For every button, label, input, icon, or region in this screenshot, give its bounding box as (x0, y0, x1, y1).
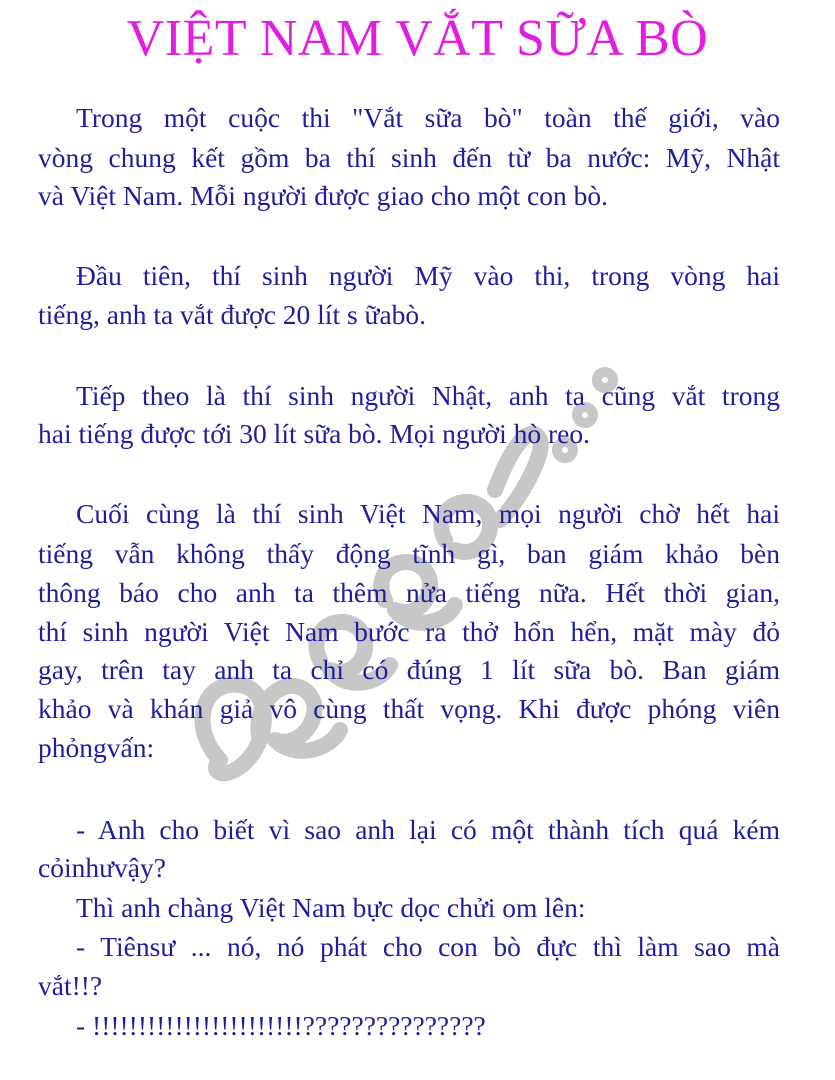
text-line: Thì anh chàng Việt Nam bực dọc chửi om lên: (76, 892, 586, 923)
text-line: phỏngvấn: (38, 732, 155, 763)
text-line: hai tiếng được tới 30 lít sữa bò. Mọi người hò reo. (38, 418, 590, 449)
text-line: tiếng, anh ta vắt được 20 lít s ữabò. (38, 299, 427, 330)
text-line: vắt!!? (38, 970, 103, 1001)
text-line: và Việt Nam. Mỗi người được giao cho một con bò. (38, 180, 608, 211)
text-line: Trong một cuộc thi "Vắt sữa bò" toàn thế giới, vào (76, 102, 780, 133)
text-line: - Anh cho biết vì sao anh lại có một thành tích quá kém (76, 814, 780, 845)
text-line: khảo và khán giả vô cùng thất vọng. Khi được phóng viên (38, 693, 780, 724)
text-line: - !!!!!!!!!!!!!!!!!!!!!!!??????????????? (76, 1010, 486, 1041)
text-line: Cuối cùng là thí sinh Việt Nam, mọi người chờ hết hai (76, 498, 780, 529)
text-line: gay, trên tay anh ta chỉ có đúng 1 lít sữa bò. Ban giám (38, 654, 780, 685)
text-line: cỏinhưvậy? (38, 852, 166, 883)
text-line: thông báo cho anh ta thêm nửa tiếng nữa. Hết thời gian, (38, 577, 780, 608)
text-line: vòng chung kết gồm ba thí sinh đến từ ba nước: Mỹ, Nhật (38, 142, 780, 173)
text-line: tiếng vẫn không thấy động tĩnh gì, ban giám khảo bèn (38, 538, 780, 569)
document-title: VIỆT NAM VẮT SỮA BÒ (126, 10, 709, 67)
text-line: thí sinh người Việt Nam bước ra thở hổn hển, mặt mày đỏ (38, 616, 780, 647)
text-line: Đầu tiên, thí sinh người Mỹ vào thi, trong vòng hai (76, 260, 780, 291)
text-line: Tiếp theo là thí sinh người Nhật, anh ta cũng vắt trong (76, 380, 780, 411)
text-line: - Tiênsư ... nó, nó phát cho con bò đực thì làm sao mà (76, 931, 780, 962)
